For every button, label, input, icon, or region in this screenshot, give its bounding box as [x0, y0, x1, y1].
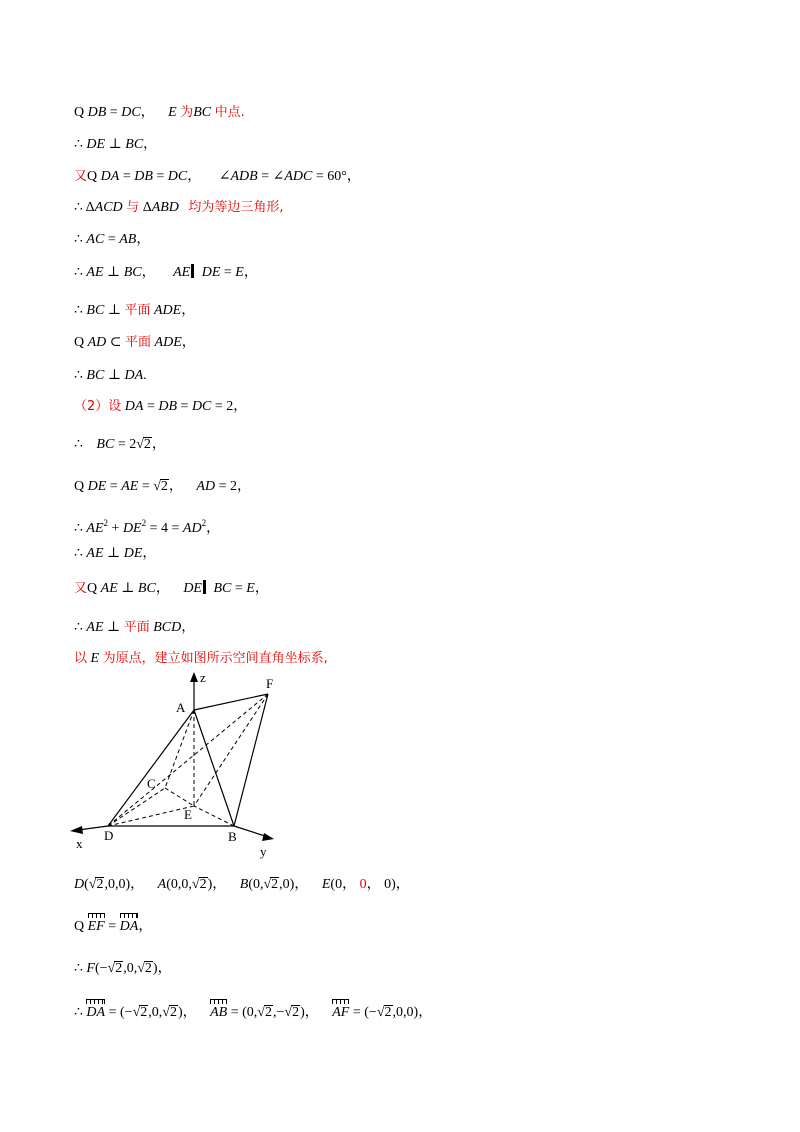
- coordinate-diagram: [62, 668, 302, 864]
- label-A: A: [176, 700, 186, 715]
- line-14: ∴ AE ⊥ DE，: [74, 546, 157, 561]
- line-10: （2）设 DA = DB = DC = 2，: [74, 399, 248, 414]
- line-16: ∴ AE ⊥ 平面 BCD，: [74, 620, 196, 635]
- line-21: ∴ DA = (−√2,0,√2)， AB = (0,√2,−√2)， AF = (−√2,0,0)，: [74, 1002, 432, 1024]
- line-9: ∴ BC ⊥ DA.: [74, 368, 147, 383]
- line-15: 又Q AE ⊥ BC， DE BC = E，: [74, 581, 269, 596]
- vector-AB: AB: [210, 1002, 227, 1024]
- label-E: E: [184, 807, 192, 822]
- label-D: D: [104, 828, 114, 843]
- line-17: 以 E 为原点，建立如图所示空间直角坐标系,: [74, 651, 328, 666]
- line-11: ∴ BC = 2√2，: [74, 437, 166, 452]
- label-y: y: [260, 844, 267, 859]
- label-C: C: [147, 776, 156, 791]
- line-4: ∴ ΔACD 与 ΔABD 均为等边三角形,: [74, 200, 284, 215]
- line-8: Q AD ⊂ 平面 ADE，: [74, 335, 196, 350]
- line-1: Q DB = DC， E 为BC 中点.: [74, 105, 245, 120]
- vector-EF: EF: [88, 916, 105, 938]
- line-12: Q DE = AE = √2， AD = 2，: [74, 479, 251, 494]
- line-19: Q EF = DA，: [74, 916, 152, 938]
- line-20: ∴ F(−√2,0,√2)，: [74, 961, 172, 976]
- line-7: ∴ BC ⊥ 平面 ADE，: [74, 303, 196, 318]
- line-2: ∴ DE ⊥ BC，: [74, 137, 158, 152]
- y-axis: [234, 826, 268, 837]
- vector-AF: AF: [332, 1002, 349, 1024]
- vector-DA: DA: [120, 916, 139, 938]
- label-F: F: [266, 676, 274, 691]
- line-5: ∴ AC = AB，: [74, 232, 151, 247]
- label-z: z: [200, 670, 206, 685]
- label-B: B: [228, 829, 237, 844]
- vector-DA: DA: [86, 1002, 105, 1024]
- line-6: ∴ AE ⊥ BC， AE DE = E，: [74, 265, 258, 280]
- line-13: ∴ $AE^2 + DE^2 = 4 = AD^2$，: [74, 518, 221, 536]
- because-symbol: Q: [74, 105, 85, 120]
- intersection-symbol: [191, 264, 194, 278]
- intersection-symbol: [203, 580, 206, 594]
- line-3: 又Q DA = DB = DC， ∠ADB = ∠ADC = 60°，: [74, 169, 361, 184]
- line-18: D(√2,0,0)， A(0,0,√2)， B(0,√2,0)， E(0， 0， 0)，: [74, 877, 410, 892]
- label-x: x: [76, 836, 83, 851]
